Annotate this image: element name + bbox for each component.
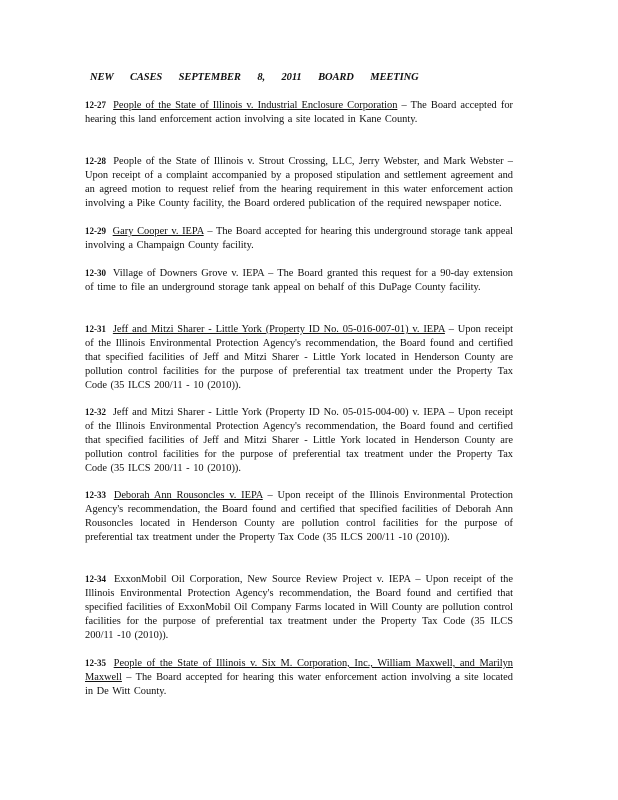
case-entry-12-32 (85, 405, 513, 476)
case-entry-12-34 (85, 572, 513, 643)
case-description: – The Board accepted for hearing this underground storage tank appeal involving a Champaign County facility. (85, 226, 513, 251)
case-number: 12-32 (85, 407, 106, 417)
case-description: ExxonMobil Oil Corporation, New Source Review Project v. IEPA – Upon receipt of the Illinois Environmental Protection Agency's recommendation, the Board found and certified that specified facilities of ExxonMobil Oil Company Farms located in Will County are pollution control facilities for the purpose of preferential tax treatment under the Property Tax Code (35 ILCS 200/11 -10 (2010)). (85, 574, 513, 641)
case-entry-12-29 (85, 224, 513, 253)
case-entry-12-31 (85, 322, 513, 393)
case-entry-12-28 (85, 154, 513, 211)
case-description: Jeff and Mitzi Sharer - Little York (Property ID No. 05-015-004-00) v. IEPA – Upon receipt of the Illinois Environmental Protection Agency's recommendation, the Board found and certified that specified facilities of Jeff and Mitzi Sharer - Little York located in Henderson County are pollution control facilities for the purpose of preferential tax treatment under the Property Tax Code (35 ILCS 200/11 - 10 (2010)). (85, 407, 514, 474)
case-number: 12-33 (85, 490, 106, 500)
case-entry-12-33 (85, 488, 513, 545)
case-number: 12-29 (85, 226, 106, 236)
case-description: – The Board accepted for hearing this land enforcement action involving a site located in Kane County. (85, 100, 513, 125)
page-heading: NEW CASES SEPTEMBER 8, 2011 BOARD MEETING (90, 72, 419, 83)
case-caption: Jeff and Mitzi Sharer - Little York (Property ID No. 05-016-007-01) v. IEPA (112, 324, 445, 335)
case-description: Village of Downers Grove v. IEPA – The Board granted this request for a 90-day extension of time to file an underground storage tank appeal on behalf of this DuPage County facility. (85, 268, 513, 293)
case-number: 12-28 (85, 156, 106, 166)
case-number: 12-34 (85, 574, 106, 584)
case-number: 12-30 (85, 268, 106, 278)
case-entry-12-27 (85, 98, 513, 127)
case-description: – Upon receipt of the Illinois Environmental Protection Agency's recommendation, the Board found and certified that specified facilities of Jeff and Mitzi Sharer - Little York located in Henderson County are pollution control facilities for the purpose of preferential tax treatment under the Property Tax Code (35 ILCS 200/11 - 10 (2010)). (85, 324, 513, 391)
case-caption: Gary Cooper v. IEPA (112, 226, 204, 237)
case-number: 12-35 (85, 658, 106, 668)
case-description: – The Board accepted for hearing this water enforcement action involving a site located in De Witt County. (85, 672, 513, 697)
case-caption: People of the State of Illinois v. Industrial Enclosure Corporation (113, 100, 398, 111)
case-description: People of the State of Illinois v. Strout Crossing, LLC, Jerry Webster, and Mark Webster – Upon receipt of a complaint accompanied by a proposed stipulation and settlement agreement and an agreed motion to request relief from the hearing requirement in this water enforcement action involving a Pike County facility, the Board ordered publication of the required newspaper notice. (85, 156, 513, 209)
case-number: 12-31 (85, 324, 106, 334)
case-caption: Deborah Ann Rousoncles v. IEPA (113, 490, 263, 501)
case-caption: People of the State of Illinois v. Six M. Corporation, Inc., William Maxwell, and Marilyn Maxwell (85, 658, 513, 683)
case-entry-12-30 (85, 266, 513, 295)
case-description: – Upon receipt of the Illinois Environmental Protection Agency's recommendation, the Board found and certified that specified facilities of Deborah Ann Rousoncles located in Henderson County are pollution control facilities for the purpose of preferential tax treatment under the Property Tax Code (35 ILCS 200/11 -10 (2010)). (85, 490, 513, 543)
case-entry-12-35 (85, 656, 513, 699)
case-number: 12-27 (85, 100, 106, 110)
